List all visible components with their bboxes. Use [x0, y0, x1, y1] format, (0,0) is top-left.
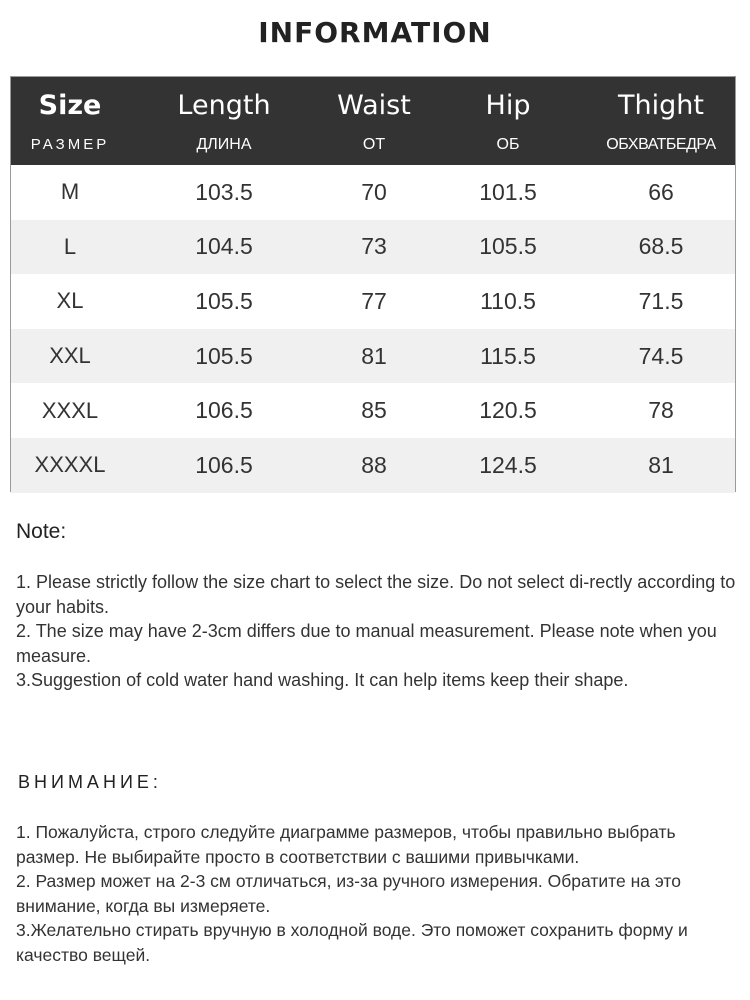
table-row	[11, 383, 735, 438]
cell-waist: 70	[361, 178, 387, 205]
note-item: 2. The size may have 2-3cm differs due to manual measurement. Please note when you measure.	[16, 621, 717, 666]
cell-hip: 105.5	[479, 233, 537, 260]
cell-length: 105.5	[195, 342, 253, 369]
cell-thigh: 68.5	[638, 233, 684, 260]
cell-size: XXXXL	[34, 452, 106, 478]
header-length-ru: ДЛИНА	[196, 136, 252, 153]
cell-size: XXL	[49, 343, 91, 369]
header-hip	[429, 77, 587, 165]
header-hip-ru: ОБ	[496, 136, 520, 153]
cell-thigh: 78	[648, 397, 674, 424]
cell-length: 106.5	[195, 397, 253, 424]
size-chart-table	[10, 76, 736, 492]
header-hip-en: Hip	[485, 90, 531, 121]
note-item: 3.Suggestion of cold water hand washing. It can help items keep their shape.	[16, 670, 629, 690]
cell-waist: 88	[361, 451, 387, 478]
header-size-ru: РАЗМЕР	[30, 136, 110, 153]
header-waist	[319, 77, 429, 165]
table-row	[11, 220, 735, 275]
note-ru-title: ВНИМАНИЕ:	[18, 772, 162, 792]
cell-hip: 110.5	[480, 287, 536, 314]
table-row	[11, 329, 735, 384]
cell-length: 103.5	[195, 178, 253, 205]
cell-thigh: 74.5	[638, 342, 684, 369]
header-length-en: Length	[177, 90, 271, 121]
cell-hip: 101.5	[479, 178, 537, 205]
cell-hip: 124.5	[479, 451, 537, 478]
cell-thigh: 81	[648, 451, 674, 478]
cell-size: XXXL	[41, 397, 99, 423]
cell-waist: 85	[361, 397, 387, 424]
cell-hip: 115.5	[480, 342, 536, 369]
cell-thigh: 71.5	[638, 287, 684, 314]
table-row	[11, 274, 735, 329]
note-ru-item: 2. Размер может на 2-3 см отличаться, из-за ручного измерения. Обратите на это внимание, когда вы измеряете.	[16, 871, 681, 916]
cell-length: 106.5	[195, 451, 253, 478]
header-size-en: Size	[38, 90, 102, 121]
header-thigh	[587, 77, 735, 165]
header-waist-ru: ОТ	[362, 136, 386, 153]
cell-hip: 120.5	[479, 397, 537, 424]
page-title: INFORMATION	[258, 16, 492, 49]
cell-waist: 77	[361, 287, 387, 314]
note-list	[16, 570, 736, 693]
note-item: 1. Please strictly follow the size chart to select the size. Do not select di-rectly according to your habits.	[16, 572, 736, 617]
header-thigh-en: Thight	[618, 90, 704, 121]
header-size	[11, 77, 129, 165]
cell-length: 105.5	[195, 287, 253, 314]
header-thigh-ru: ОБХВАТБЕДРА	[606, 136, 716, 153]
note-ru-item: 3.Желательно стирать вручную в холодной воде. Это поможет сохранить форму и качество вещей.	[16, 920, 688, 965]
cell-waist: 73	[361, 233, 387, 260]
note-title: Note:	[16, 520, 67, 543]
table-header	[11, 77, 735, 165]
note-ru-item: 1. Пожалуйста, строго следуйте диаграмме размеров, чтобы правильно выбрать размер. Не выбирайте просто в соответствии с вашими привычками.	[16, 822, 676, 867]
cell-waist: 81	[361, 342, 387, 369]
cell-size: XL	[56, 288, 84, 314]
header-waist-en: Waist	[337, 90, 411, 121]
table-row	[11, 438, 735, 493]
cell-thigh: 66	[648, 178, 674, 205]
header-length	[129, 77, 319, 165]
cell-length: 104.5	[195, 233, 253, 260]
cell-size: L	[63, 233, 77, 259]
cell-size: M	[60, 179, 80, 205]
note-ru-list	[16, 820, 736, 967]
table-row	[11, 165, 735, 220]
